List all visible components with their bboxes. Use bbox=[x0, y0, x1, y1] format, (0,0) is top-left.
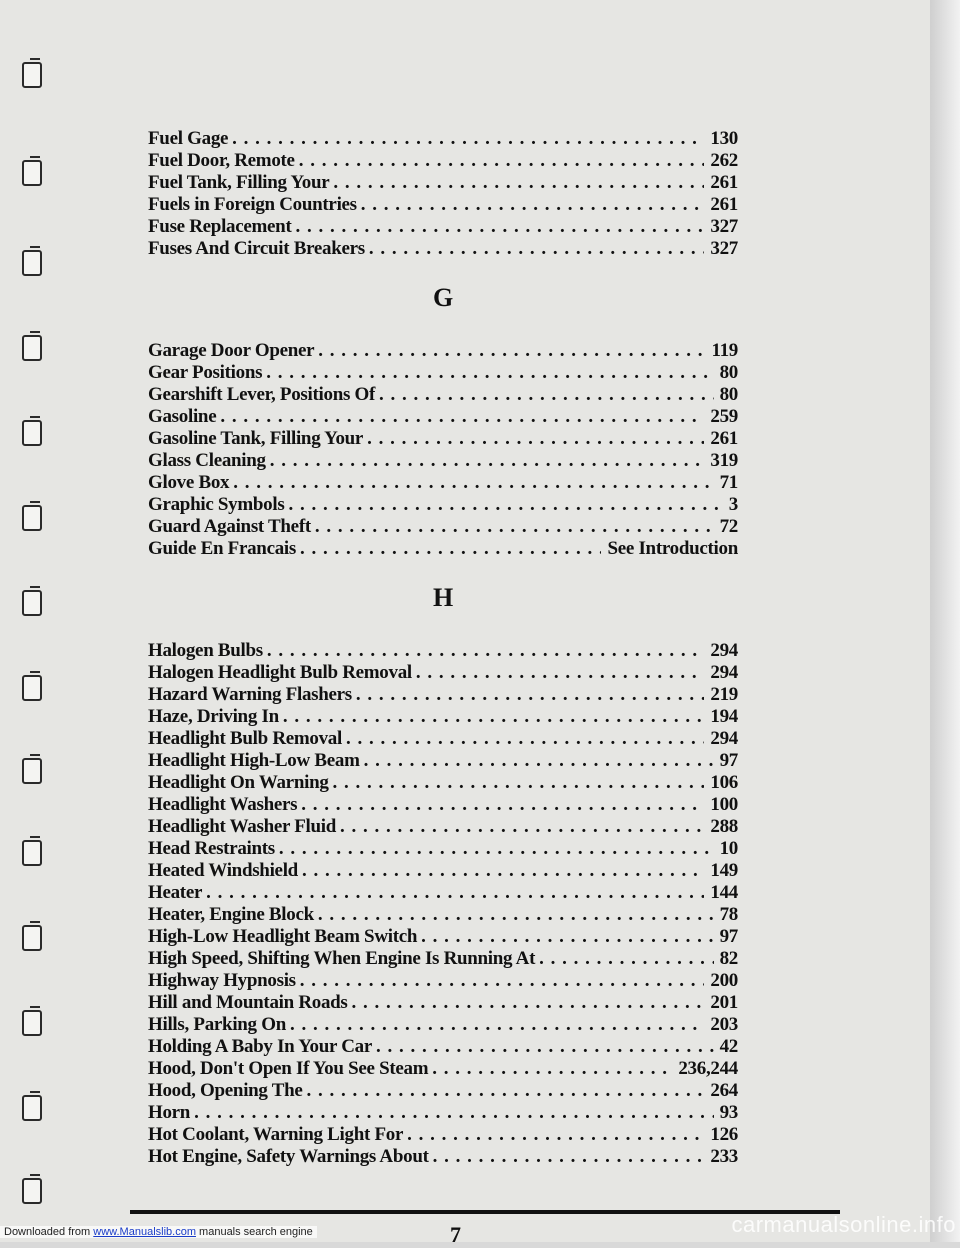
index-list bbox=[148, 128, 738, 1168]
dot-leader bbox=[307, 1080, 705, 1102]
watermark: carmanualsonline.info bbox=[731, 1212, 956, 1237]
entry-topic: Gasoline Tank, Filling Your bbox=[148, 428, 364, 449]
entry-page: 82 bbox=[719, 948, 738, 969]
entry-topic: Head Restraints bbox=[148, 838, 275, 859]
dot-leader bbox=[407, 1124, 704, 1146]
entry-page: 236,244 bbox=[678, 1058, 738, 1079]
entry-page: 106 bbox=[710, 772, 738, 793]
manualslib-link[interactable]: www.Manualslib.com bbox=[93, 1226, 196, 1238]
entry-page: 194 bbox=[710, 706, 738, 727]
entry-topic: Hot Coolant, Warning Light For bbox=[148, 1124, 404, 1145]
entry-page: 10 bbox=[719, 838, 738, 859]
index-entry bbox=[148, 772, 738, 794]
index-entry bbox=[148, 926, 738, 948]
entry-topic: Hood, Opening The bbox=[148, 1080, 303, 1101]
entry-topic: Hot Engine, Safety Warnings About bbox=[148, 1146, 429, 1167]
binder-holes bbox=[22, 0, 52, 1242]
dot-leader bbox=[315, 516, 714, 538]
entry-page: 288 bbox=[710, 816, 738, 837]
dot-leader bbox=[352, 992, 705, 1014]
dot-leader bbox=[283, 706, 705, 728]
index-entry bbox=[148, 882, 738, 904]
index-entry bbox=[148, 516, 738, 538]
index-entry bbox=[148, 150, 738, 172]
dot-leader bbox=[300, 538, 602, 560]
entry-page: 261 bbox=[710, 428, 738, 449]
entry-page: 126 bbox=[710, 1124, 738, 1145]
entry-page: 144 bbox=[710, 882, 738, 903]
entry-page: 219 bbox=[710, 684, 738, 705]
index-entry bbox=[148, 238, 738, 260]
binder-hole bbox=[22, 420, 42, 446]
entry-topic: Guard Against Theft bbox=[148, 516, 311, 537]
index-entry bbox=[148, 172, 738, 194]
entry-page: 3 bbox=[728, 494, 738, 515]
index-entry bbox=[148, 494, 738, 516]
entry-topic: Fuses And Circuit Breakers bbox=[148, 238, 365, 259]
index-entry bbox=[148, 1058, 738, 1080]
index-entry bbox=[148, 428, 738, 450]
dot-leader bbox=[288, 494, 722, 516]
entry-page: See Introduction bbox=[607, 538, 738, 559]
entry-page: 294 bbox=[710, 640, 738, 661]
entry-page: 262 bbox=[710, 150, 738, 171]
binder-hole bbox=[22, 62, 42, 88]
entry-page: 100 bbox=[710, 794, 738, 815]
entry-page: 78 bbox=[719, 904, 738, 925]
dot-leader bbox=[364, 750, 714, 772]
index-entry bbox=[148, 384, 738, 406]
dot-leader bbox=[220, 406, 704, 428]
binder-hole bbox=[22, 335, 42, 361]
entry-topic: Fuse Replacement bbox=[148, 216, 292, 237]
entry-page: 200 bbox=[710, 970, 738, 991]
dot-leader bbox=[295, 216, 704, 238]
entry-topic: Haze, Driving In bbox=[148, 706, 279, 727]
dot-leader bbox=[539, 948, 713, 970]
entry-topic: Hazard Warning Flashers bbox=[148, 684, 352, 705]
index-entry bbox=[148, 662, 738, 684]
dot-leader bbox=[302, 860, 704, 882]
entry-topic: Headlight Bulb Removal bbox=[148, 728, 342, 749]
index-entry bbox=[148, 970, 738, 992]
dot-leader bbox=[299, 150, 705, 172]
entry-topic: Gearshift Lever, Positions Of bbox=[148, 384, 376, 405]
entry-topic: Heater bbox=[148, 882, 203, 903]
dot-leader bbox=[379, 384, 714, 406]
entry-topic: Horn bbox=[148, 1102, 191, 1123]
binder-hole bbox=[22, 1095, 42, 1121]
entry-topic: High-Low Headlight Beam Switch bbox=[148, 926, 418, 947]
dot-leader bbox=[346, 728, 704, 750]
index-entry bbox=[148, 450, 738, 472]
entry-page: 72 bbox=[719, 516, 738, 537]
entry-topic: Headlight High-Low Beam bbox=[148, 750, 360, 771]
dot-leader bbox=[232, 128, 704, 150]
entry-page: 130 bbox=[710, 128, 738, 149]
index-entry bbox=[148, 750, 738, 772]
dot-leader bbox=[266, 362, 713, 384]
index-entry bbox=[148, 860, 738, 882]
section-letter: G bbox=[433, 283, 453, 312]
page-edge bbox=[930, 0, 960, 1242]
entry-page: 80 bbox=[719, 362, 738, 383]
entry-topic: Headlight Washer Fluid bbox=[148, 816, 337, 837]
dot-leader bbox=[194, 1102, 714, 1124]
dot-leader bbox=[433, 1146, 705, 1168]
entry-page: 80 bbox=[719, 384, 738, 405]
entry-topic: Fuel Door, Remote bbox=[148, 150, 295, 171]
entry-topic: Hills, Parking On bbox=[148, 1014, 286, 1035]
index-entry bbox=[148, 538, 738, 560]
download-suffix: manuals search engine bbox=[199, 1226, 313, 1238]
index-entry bbox=[148, 1080, 738, 1102]
index-entry bbox=[148, 1036, 738, 1058]
binder-hole bbox=[22, 1178, 42, 1204]
binder-hole bbox=[22, 590, 42, 616]
entry-topic: Hood, Don't Open If You See Steam bbox=[148, 1058, 429, 1079]
entry-page: 93 bbox=[719, 1102, 738, 1123]
index-entry bbox=[148, 838, 738, 860]
entry-page: 201 bbox=[710, 992, 738, 1013]
page-number: 7 bbox=[450, 1222, 461, 1247]
binder-hole bbox=[22, 505, 42, 531]
entry-topic: Fuel Tank, Filling Your bbox=[148, 172, 330, 193]
binder-hole bbox=[22, 675, 42, 701]
dot-leader bbox=[361, 194, 705, 216]
dot-leader bbox=[416, 662, 705, 684]
entry-page: 97 bbox=[719, 750, 738, 771]
dot-leader bbox=[333, 172, 704, 194]
index-entry bbox=[148, 1146, 738, 1168]
entry-topic: Halogen Headlight Bulb Removal bbox=[148, 662, 412, 683]
entry-topic: Garage Door Opener bbox=[148, 340, 315, 361]
entry-page: 259 bbox=[710, 406, 738, 427]
dot-leader bbox=[301, 794, 704, 816]
index-entry bbox=[148, 340, 738, 362]
download-prefix: Downloaded from bbox=[4, 1226, 91, 1238]
entry-topic: Glass Cleaning bbox=[148, 450, 266, 471]
index-entry bbox=[148, 728, 738, 750]
entry-topic: Headlight Washers bbox=[148, 794, 298, 815]
entry-topic: Halogen Bulbs bbox=[148, 640, 263, 661]
dot-leader bbox=[369, 238, 705, 260]
entry-topic: Holding A Baby In Your Car bbox=[148, 1036, 372, 1057]
dot-leader bbox=[267, 640, 705, 662]
dot-leader bbox=[333, 772, 705, 794]
entry-topic: Gasoline bbox=[148, 406, 217, 427]
dot-leader bbox=[367, 428, 704, 450]
entry-topic: High Speed, Shifting When Engine Is Running At bbox=[148, 948, 536, 969]
index-entry bbox=[148, 816, 738, 838]
entry-topic: Heated Windshield bbox=[148, 860, 298, 881]
dot-leader bbox=[290, 1014, 704, 1036]
dot-leader bbox=[318, 340, 705, 362]
dot-leader bbox=[279, 838, 714, 860]
entry-page: 327 bbox=[710, 216, 738, 237]
entry-topic: Highway Hypnosis bbox=[148, 970, 296, 991]
binder-hole bbox=[22, 1010, 42, 1036]
entry-page: 327 bbox=[710, 238, 738, 259]
entry-page: 261 bbox=[710, 194, 738, 215]
entry-page: 261 bbox=[710, 172, 738, 193]
entry-page: 149 bbox=[710, 860, 738, 881]
entry-topic: Heater, Engine Block bbox=[148, 904, 314, 925]
index-entry bbox=[148, 406, 738, 428]
index-entry bbox=[148, 128, 738, 150]
binder-hole bbox=[22, 758, 42, 784]
index-entry bbox=[148, 1124, 738, 1146]
dot-leader bbox=[300, 970, 705, 992]
entry-page: 203 bbox=[710, 1014, 738, 1035]
index-entry bbox=[148, 1102, 738, 1124]
binder-hole bbox=[22, 160, 42, 186]
index-entry bbox=[148, 706, 738, 728]
index-entry bbox=[148, 194, 738, 216]
index-entry bbox=[148, 472, 738, 494]
download-banner bbox=[0, 1226, 317, 1238]
entry-page: 42 bbox=[719, 1036, 738, 1057]
index-entry bbox=[148, 794, 738, 816]
entry-topic: Guide En Francais bbox=[148, 538, 296, 559]
entry-topic: Glove Box bbox=[148, 472, 230, 493]
index-entry bbox=[148, 216, 738, 238]
dot-leader bbox=[376, 1036, 714, 1058]
index-entry bbox=[148, 684, 738, 706]
index-entry bbox=[148, 640, 738, 662]
dot-leader bbox=[432, 1058, 672, 1080]
entry-page: 294 bbox=[710, 728, 738, 749]
dot-leader bbox=[421, 926, 713, 948]
entry-page: 264 bbox=[710, 1080, 738, 1101]
dot-leader bbox=[356, 684, 705, 706]
entry-page: 97 bbox=[719, 926, 738, 947]
binder-hole bbox=[22, 925, 42, 951]
binder-hole bbox=[22, 840, 42, 866]
entry-page: 319 bbox=[710, 450, 738, 471]
entry-topic: Gear Positions bbox=[148, 362, 263, 383]
dot-leader bbox=[270, 450, 705, 472]
entry-page: 119 bbox=[711, 340, 738, 361]
index-entry bbox=[148, 362, 738, 384]
dot-leader bbox=[206, 882, 704, 904]
entry-topic: Fuels in Foreign Countries bbox=[148, 194, 357, 215]
entry-topic: Fuel Gage bbox=[148, 128, 229, 149]
section-letter: H bbox=[433, 583, 453, 612]
dot-leader bbox=[233, 472, 713, 494]
entry-page: 71 bbox=[719, 472, 738, 493]
entry-topic: Headlight On Warning bbox=[148, 772, 329, 793]
entry-page: 233 bbox=[710, 1146, 738, 1167]
index-entry bbox=[148, 992, 738, 1014]
index-entry bbox=[148, 1014, 738, 1036]
dot-leader bbox=[318, 904, 714, 926]
dot-leader bbox=[340, 816, 704, 838]
index-entry bbox=[148, 904, 738, 926]
binder-hole bbox=[22, 250, 42, 276]
index-entry bbox=[148, 948, 738, 970]
entry-topic: Hill and Mountain Roads bbox=[148, 992, 348, 1013]
entry-page: 294 bbox=[710, 662, 738, 683]
entry-topic: Graphic Symbols bbox=[148, 494, 285, 515]
